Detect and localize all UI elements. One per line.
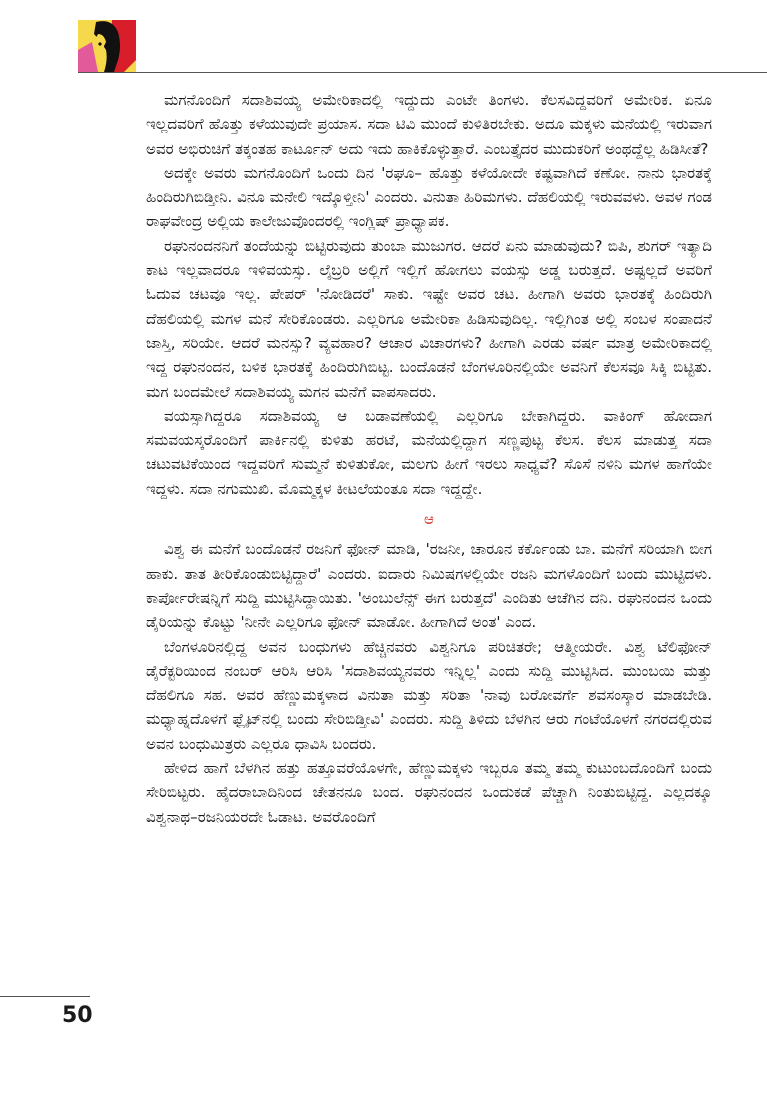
footer-divider [0,996,90,997]
paragraph: ಅದಕ್ಕೇ ಅವರು ಮಗನೊಂದಿಗೆ ಒಂದು ದಿನ 'ರಘೂ– ಹೊತ್ತು ಕಳೆಯೋದೇ ಕಷ್ಟವಾಗಿದೆ ಕಣೋ. ನಾನು ಭಾರತಕ್ಕೆ ಹಿಂದಿರುಗಿಬಿಡ್ತೀನಿ. ವಿನೂ ಮನೇಲಿ ಇದ್ಕೊಳ್ತೀನಿ' ಎಂದರು. ವಿನುತಾ ಹಿರಿಮಗಳು. ದೆಹಲಿಯಲ್ಲಿ ಇರುವವಳು. ಅವಳ ಗಂಡ ರಾಘವೇಂದ್ರ ಅಲ್ಲಿಯ ಕಾಲೇಜುವೊಂದರಲ್ಲಿ ಇಂಗ್ಲಿಷ್ ಪ್ರಾಧ್ಯಾಪಕ. [146,163,712,231]
paragraph: ಮಗನೊಂದಿಗೆ ಸದಾಶಿವಯ್ಯ ಅಮೇರಿಕಾದಲ್ಲಿ ಇದ್ದುದು ಎಂಟೇ ತಿಂಗಳು. ಕೆಲಸವಿದ್ದವರಿಗೆ ಅಮೇರಿಕ. ಏನೂ ಇಲ್ಲದವರಿಗೆ ಹೊತ್ತು ಕಳೆಯುವುದೇ ಪ್ರಯಾಸ. ಸದಾ ಟಿವಿ ಮುಂದೆ ಕುಳಿತಿರಬೇಕು. ಅದೂ ಮಕ್ಕಳು ಮನೆಯಲ್ಲಿ ಇರುವಾಗ ಅವರ ಅಭಿರುಚಿಗೆ ತಕ್ಕಂತಹ ಕಾರ್ಟೂನ್ ಅದು ಇದು ಹಾಕಿಕೊಳ್ಳುತ್ತಾರೆ. ಎಂಬತ್ತೈದರ ಮುದುಕರಿಗೆ ಅಂಥದ್ದೆಲ್ಲ ಹಿಡಿಸೀತೆ? [146,91,712,158]
paragraph: ವಯಸ್ಸಾಗಿದ್ದರೂ ಸದಾಶಿವಯ್ಯ ಆ ಬಡಾವಣೆಯಲ್ಲಿ ಎಲ್ಲರಿಗೂ ಬೇಕಾಗಿದ್ದರು. ವಾಕಿಂಗ್ ಹೋದಾಗ ಸಮವಯಸ್ಕರೊಂದಿಗೆ ಪಾರ್ಕಿನಲ್ಲಿ ಕುಳಿತು ಹರಟೆ, ಮನೆಯಲ್ಲಿದ್ದಾಗ ಸಣ್ಣಪುಟ್ಟ ಕೆಲಸ. ಕೆಲಸ ಮಾಡುತ್ತ ಸದಾ ಚಟುವಟಿಕೆಯಿಂದ ಇದ್ದವರಿಗೆ ಸುಮ್ಮನೆ ಕುಳಿತುಕೋ, ಮಲಗು ಹೀಗೆ ಇರಲು ಸಾಧ್ಯವೆ? ಸೊಸೆ ನಳಿನಿ ಮಗಳ ಹಾಗೆಯೇ ಇದ್ದಳು. ಸದಾ ನಗುಮುಖಿ. ಮೊಮ್ಮಕ್ಕಳ ಕೀಟಲೆಯಂತೂ ಸದಾ ಇದ್ದದ್ದೇ. [146,406,712,498]
paragraph: ರಘುನಂದನನಿಗೆ ತಂದೆಯನ್ನು ಬಿಟ್ಟಿರುವುದು ತುಂಬಾ ಮುಜುಗರ. ಆದರೆ ಏನು ಮಾಡುವುದು? ಬಿಪಿ, ಶುಗರ್ ಇತ್ಯಾದಿ ಕಾಟ ಇಲ್ಲವಾದರೂ ಇಳಿವಯಸ್ಸು. ಲೈಬ್ರರಿ ಅಲ್ಲಿಗೆ ಇಲ್ಲಿಗೆ ಹೋಗಲು ವಯಸ್ಸು ಅಡ್ಡ ಬರುತ್ತದೆ. ಅಷ್ಟಲ್ಲದೆ ಅವರಿಗೆ ಓದುವ ಚಟವೂ ಇಲ್ಲ. ಪೇಪರ್ 'ನೋಡಿದರೆ' ಸಾಕು. ಇಷ್ಟೇ ಅವರ ಚಟ. ಹೀಗಾಗಿ ಅವರು ಭಾರತಕ್ಕೆ ಹಿಂದಿರುಗಿ ದೆಹಲಿಯಲ್ಲಿ ಮಗಳ ಮನೆ ಸೇರಿಕೊಂಡರು. ಎಲ್ಲರಿಗೂ ಅಮೇರಿಕಾ ಹಿಡಿಸುವುದಿಲ್ಲ. ಇಲ್ಲಿಗಿಂತ ಅಲ್ಲಿ ಸಂಬಳ ಸಂಪಾದನೆ ಜಾಸ್ತಿ, ಸರಿಯೇ. ಆದರೆ ಮನಸ್ಸು? ವ್ಯವಹಾರ? ಆಚಾರ ವಿಚಾರಗಳು? ಹೀಗಾಗಿ ಎರಡು ವರ್ಷ ಮಾತ್ರ ಅಮೇರಿಕಾದಲ್ಲಿ ಇದ್ದ ರಘುನಂದನ, ಬಳಿಕ ಭಾರತಕ್ಕೆ ಹಿಂದಿರುಗಿಬಿಟ್ಟ. ಬಂದೊಡನೆ ಬೆಂಗಳೂರಿನಲ್ಲಿಯೇ ಅವನಿಗೆ ಕೆಲಸವೂ ಸಿಕ್ಕಿ ಬಿಟ್ಟಿತು. ಮಗ ಬಂದಮೇಲೆ ಸದಾಶಿವಯ್ಯ ಮಗನ ಮನೆಗೆ ವಾಪಸಾದರು. [146,236,712,401]
paragraph: ಹೇಳಿದ ಹಾಗೆ ಬೆಳಗಿನ ಹತ್ತು ಹತ್ತೂವರೆಯೊಳಗೇ, ಹೆಣ್ಣುಮಕ್ಕಳು ಇಬ್ಬರೂ ತಮ್ಮ ತಮ್ಮ ಕುಟುಂಬದೊಂದಿಗೆ ಬಂದು ಸೇರಿಬಿಟ್ಟರು. ಹೈದರಾಬಾದಿನಿಂದ ಚೇತನನೂ ಬಂದ. ರಘುನಂದನ ಒಂದುಕಡೆ ಪೆಚ್ಚಾಗಿ ನಿಂತುಬಿಟ್ಟಿದ್ದ. ಎಲ್ಲದಕ್ಕೂ ವಿಶ್ವನಾಥ–ರಜನಿಯರದೇ ಓಡಾಟ. ಅವರೊಂದಿಗೆ [146,759,712,826]
page-number: 50 [62,1003,93,1028]
header-divider [78,72,767,73]
face-profile-icon [78,20,136,72]
section-separator-ornament: ಆ [424,510,434,529]
paragraph: ವಿಶ್ವ ಈ ಮನೆಗೆ ಬಂದೊಡನೆ ರಜನಿಗೆ ಫೋನ್ ಮಾಡಿ, 'ರಜನೀ, ಚಾರೂನ ಕರ್ಕೊಂಡು ಬಾ. ಮನೆಗೆ ಸರಿಯಾಗಿ ಬೀಗ ಹಾಕು. ತಾತ ತೀರಿಕೊಂಡುಬಿಟ್ಟಿದ್ದಾರೆ' ಎಂದರು. ಐದಾರು ನಿಮಿಷಗಳಲ್ಲಿಯೇ ರಜನಿ ಮಗಳೊಂದಿಗೆ ಬಂದು ಮುಟ್ಟಿದಳು. ಕಾರ್ಪೋರೇಷನ್ನಿಗೆ ಸುದ್ದಿ ಮುಟ್ಟಿಸಿದ್ದಾಯಿತು. 'ಅಂಬುಲೆನ್ಸ್ ಈಗ ಬರುತ್ತದೆ' ಎಂದಿತು ಆಚೆಗಿನ ದನಿ. ರಘುನಂದನ ಒಂದು ಡೈರಿಯನ್ನು ಕೊಟ್ಟು 'ನೀನೇ ಎಲ್ಲರಿಗೂ ಫೋನ್ ಮಾಡೋ. ಹೀಗಾಗಿದೆ ಅಂತ' ಎಂದ. [146,540,712,632]
paragraph: ಬೆಂಗಳೂರಿನಲ್ಲಿದ್ದ ಅವನ ಬಂಧುಗಳು ಹೆಚ್ಚಿನವರು ವಿಶ್ವನಿಗೂ ಪರಿಚಿತರೇ; ಆತ್ಮೀಯರೇ. ವಿಶ್ವ ಟೆಲಿಫೋನ್ ಡೈರೆಕ್ಟರಿಯಿಂದ ನಂಬರ್ ಆರಿಸಿ ಆರಿಸಿ 'ಸದಾಶಿವಯ್ಯನವರು ಇನ್ನಿಲ್ಲ' ಎಂದು ಸುದ್ದಿ ಮುಟ್ಟಿಸಿದ. ಮುಂಬಯಿ ಮತ್ತು ದೆಹಲಿಗೂ ಸಹ. ಅವರ ಹೆಣ್ಣುಮಕ್ಕಳಾದ ವಿನುತಾ ಮತ್ತು ಸರಿತಾ 'ನಾವು ಬರೋವರ್ಗೆ ಶವಸಂಸ್ಕಾರ ಮಾಡಬೇಡಿ. ಮಧ್ಯಾಹ್ನದೊಳಗೆ ಫ್ಲೈಟ್‌ನಲ್ಲಿ ಬಂದು ಸೇರಿಬಿಡ್ತೀವಿ' ಎಂದರು. ಸುದ್ದಿ ತಿಳಿದು ಬೆಳಗಿನ ಆರು ಗಂಟೆಯೊಳಗೆ ನಗರದಲ್ಲಿರುವ ಅವನ ಬಂಧುಮಿತ್ರರು ಎಲ್ಲರೂ ಧಾವಿಸಿ ಬಂದರು. [146,637,712,753]
article-body [146,88,712,829]
